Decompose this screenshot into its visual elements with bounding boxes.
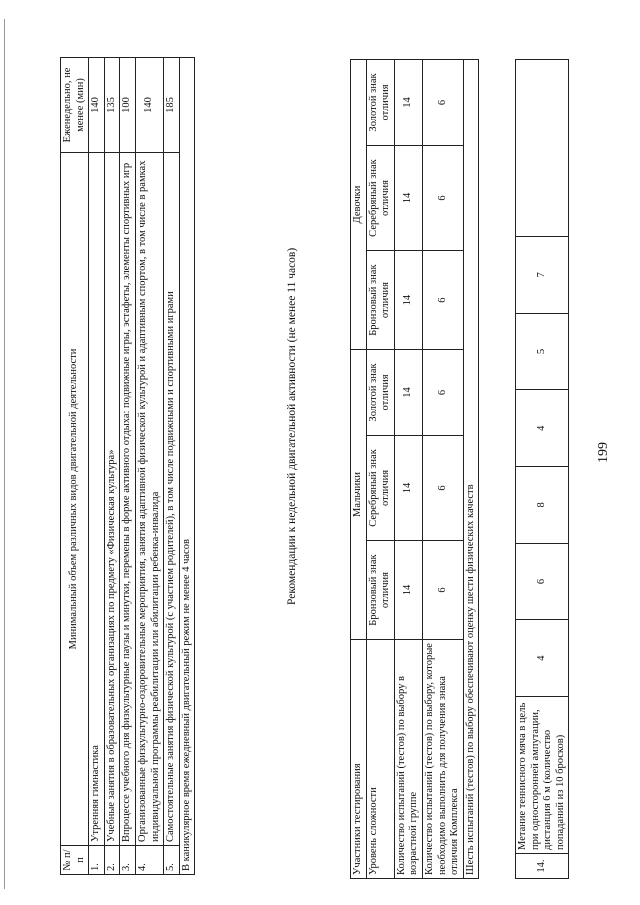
- value-cell: 14: [394, 541, 422, 640]
- value-cell: 6: [516, 543, 569, 620]
- value-cell: 4: [516, 390, 569, 467]
- boys-header: Мальчики: [351, 350, 367, 640]
- participants-label: Участники тестирования: [351, 640, 367, 879]
- header-row: [351, 60, 367, 879]
- level-cell: Серебряный знак отличия: [366, 435, 394, 540]
- value-cell: 6: [422, 251, 463, 350]
- row-value: 140: [135, 58, 163, 153]
- table-row: [422, 60, 463, 879]
- level-cell: Серебряный знак отличия: [366, 145, 394, 250]
- value-cell: 14: [394, 251, 422, 350]
- girls-header: Девочки: [351, 60, 367, 350]
- value-cell: 8: [516, 467, 569, 544]
- value-cell: 14: [394, 350, 422, 436]
- value-cell: 6: [422, 541, 463, 640]
- table-row: [394, 60, 422, 879]
- col-activity-header: Минимальный объем различных видов двигательной деятельности: [61, 153, 89, 846]
- value-cell: 14: [394, 145, 422, 250]
- value-cell: 6: [422, 350, 463, 436]
- col-weekly-header: Еженедельно, не менее (мин): [61, 58, 89, 153]
- value-cell: 5: [516, 313, 569, 390]
- level-cell: Бронзовый знак отличия: [366, 251, 394, 350]
- row-number: 5.: [164, 846, 180, 875]
- row-value: 140: [89, 58, 105, 153]
- empty-cell: [516, 60, 569, 237]
- header-row: [61, 58, 89, 875]
- table-footer-row: [179, 58, 195, 875]
- level-cell: Бронзовый знак отличия: [366, 541, 394, 640]
- table-weekly-activity: [60, 57, 195, 875]
- row-label: Количество испытаний (тестов) по выбору в возрастной группе: [394, 640, 422, 879]
- table-row: [164, 58, 180, 875]
- level-cell: Золотой знак отличия: [366, 60, 394, 146]
- row-number: 1.: [89, 846, 105, 875]
- level-label: Уровень сложности: [366, 640, 394, 879]
- row-number: 2.: [104, 846, 120, 875]
- value-cell: 7: [516, 237, 569, 314]
- table-row: [463, 60, 479, 879]
- value-cell: 4: [516, 620, 569, 697]
- table-row: [89, 58, 105, 875]
- row-text: Самостоятельные занятия физической культурой (с участием родителей), в том числе подвижными и спортивными играми: [164, 153, 180, 846]
- row-text: Утренняя гимнастика: [89, 153, 105, 846]
- table-tests-count: [350, 59, 479, 879]
- row-number: 14.: [516, 854, 569, 879]
- table-throw-test: [515, 59, 569, 879]
- row-value: 135: [104, 58, 120, 153]
- row-number: 4.: [135, 846, 163, 875]
- value-cell: 6: [422, 435, 463, 540]
- row-text: Впроцессе учебного дня физкультурные паузы и минутки, перемены в форме активного отдыха: подвижные игры, эстафеты, элементы спортивных игр: [120, 153, 136, 846]
- row-label: Шесть испытаний (тестов) по выбору обеспечивают оценку шести физических качеств: [463, 60, 479, 879]
- table-row: [104, 58, 120, 875]
- table-row: [516, 60, 569, 879]
- col-number-header: № п/п: [61, 846, 89, 875]
- level-cell: Золотой знак отличия: [366, 350, 394, 436]
- value-cell: 6: [422, 145, 463, 250]
- row-text: Учебные занятия в образовательных организациях по предмету «Физическая культура»: [104, 153, 120, 846]
- row-label: Количество испытаний (тестов) по выбору, которые необходимо выполнить для получения знака отличия Комплекса: [422, 640, 463, 879]
- table-row: [120, 58, 136, 875]
- row-value: 100: [120, 58, 136, 153]
- page-number: 199: [596, 442, 611, 463]
- row-number: 3.: [120, 846, 136, 875]
- section-title: Рекомендации к недельной двигательной активности (не менее 11 часов): [286, 247, 298, 605]
- top-edge-line: [4, 19, 6, 889]
- row-value: 185: [164, 58, 180, 153]
- row-text: Организованные физкультурно-оздоровительные мероприятия, занятия адаптивной физической культурой и адаптивным спортом, в том числе в рамках индивидуальной программы реабилитации или абилитации ребенка-инвалида: [135, 153, 163, 846]
- value-cell: 6: [422, 60, 463, 146]
- levels-row: [366, 60, 394, 879]
- table-row: [135, 58, 163, 875]
- value-cell: 14: [394, 435, 422, 540]
- value-cell: 14: [394, 60, 422, 146]
- row-name: Метание теннисного мяча в цель при односторонней ампутации, дистанция 6 м (количество попаданий из 10 бросков): [516, 697, 569, 854]
- footer-text: В каникулярное время ежедневный двигательный режим не менее 4 часов: [179, 58, 195, 875]
